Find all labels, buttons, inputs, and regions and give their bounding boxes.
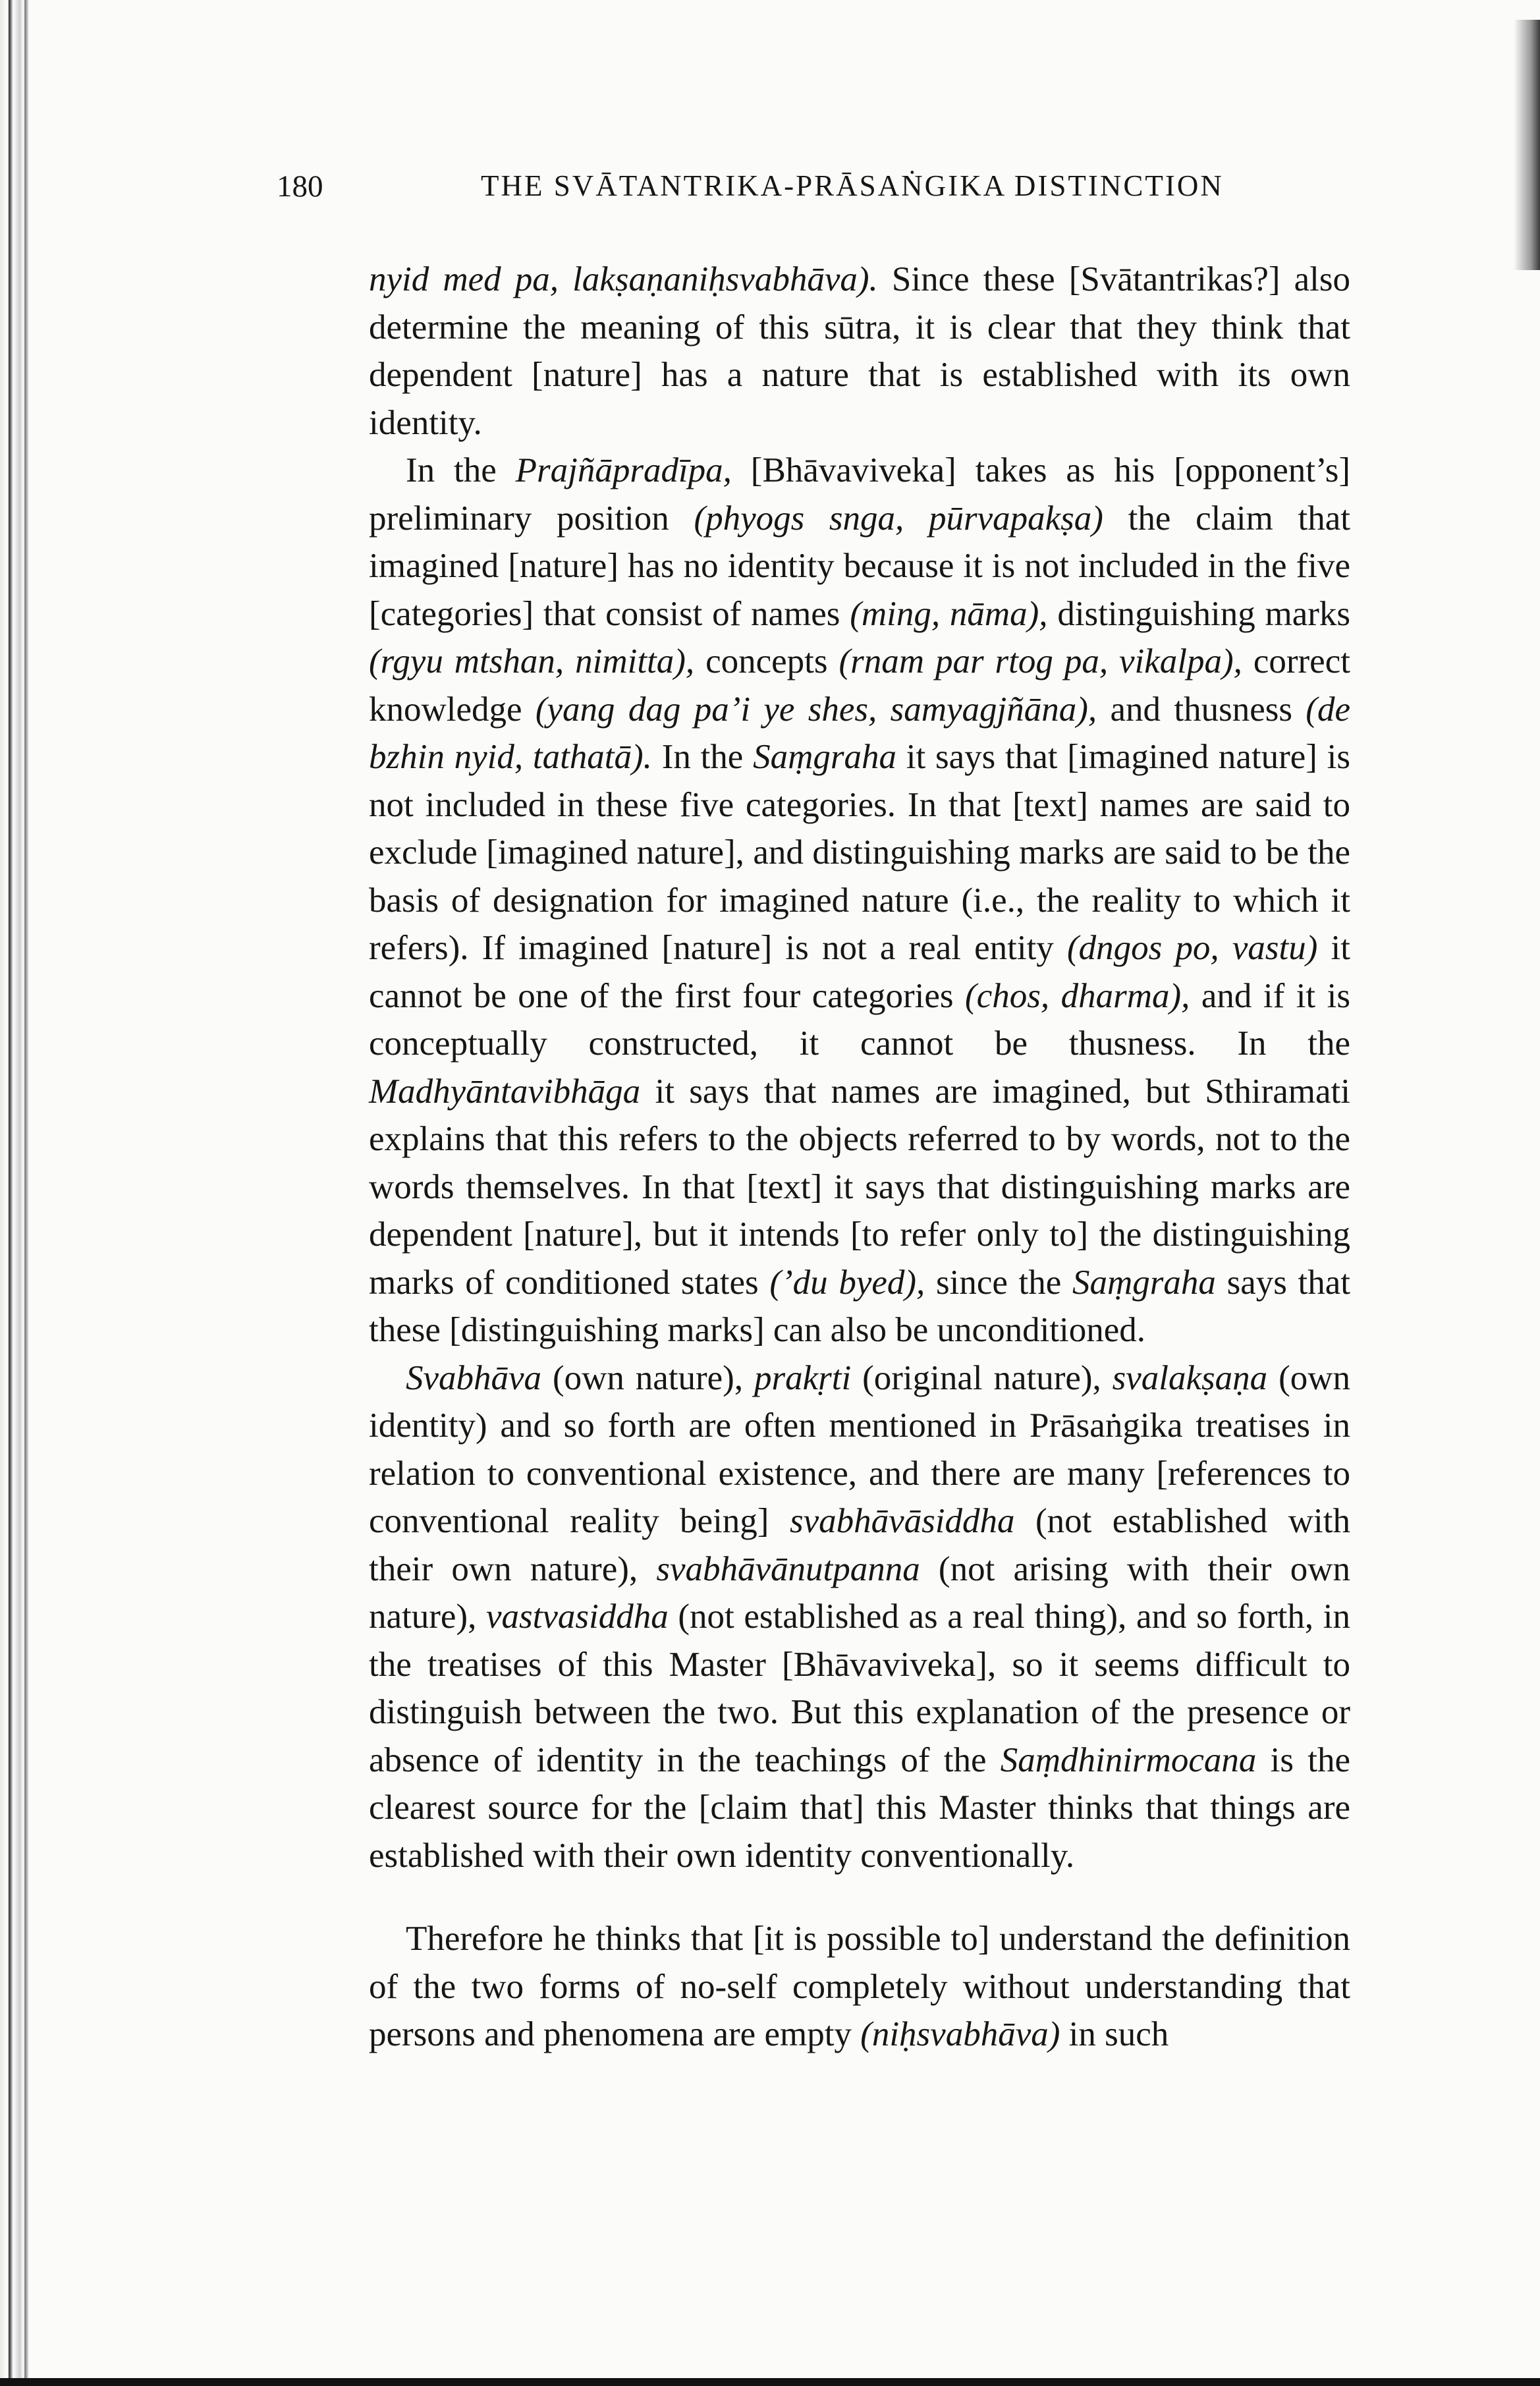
- italic-phrase: svalakṣaṇa: [1112, 1358, 1268, 1397]
- text-run: distinguishing marks: [1047, 594, 1350, 633]
- paragraph-3: [369, 1354, 1350, 1880]
- text-run: in such: [1060, 2015, 1169, 2053]
- italic-phrase: Saṃgraha: [753, 738, 896, 776]
- scan-binding-edge: [0, 0, 53, 2386]
- text-run: Since these [Svātantrikas?] also determine the meaning of this sūtra, it is clear that they think that dependent [nature] has a nature that is established with its own identity.: [369, 260, 1350, 442]
- italic-phrase: (dngos po, vastu): [1066, 929, 1318, 967]
- text-run: it says that names are imagined, but Sthiramati explains that this refers to the objects referred to by words, not to the words themselves. In that [text] it says that distinguishing marks are dependent [nature], but it intends [to refer only to] the distinguishing marks of conditioned states: [369, 1072, 1350, 1302]
- italic-phrase: svabhāvāsiddha: [789, 1502, 1015, 1540]
- italic-phrase: (rnam par rtog pa, vikalpa),: [839, 642, 1242, 680]
- paragraph-4: [369, 1915, 1350, 2059]
- scan-bottom-rule: [0, 2378, 1540, 2386]
- italic-phrase: (de bzhin nyid, tathatā).: [369, 690, 1350, 776]
- paragraph-2: [369, 447, 1350, 1354]
- italic-phrase: Saṃdhinirmocana: [1000, 1740, 1257, 1779]
- italic-phrase: svabhāvānutpanna: [656, 1549, 920, 1588]
- italic-phrase: Prajñāpradīpa,: [515, 451, 732, 489]
- text-run: since the: [925, 1263, 1072, 1302]
- text-run: (not arising with their own nature),: [369, 1549, 1350, 1636]
- text-run: concepts: [694, 642, 839, 680]
- text-run: In the: [406, 451, 516, 489]
- text-run: and if it is conceptually constructed, it cannot be thusness. In the: [369, 976, 1350, 1063]
- italic-phrase: nyid med pa, lakṣaṇaniḥsvabhāva).: [369, 260, 878, 298]
- text-run: (not established with their own nature),: [369, 1502, 1350, 1588]
- italic-phrase: (ming, nāma),: [850, 594, 1048, 633]
- running-head: THE SVĀTANTRIKA-PRĀSAṄGIKA DISTINCTION: [481, 169, 1224, 202]
- text-run: In the: [651, 738, 754, 776]
- text-run: and thusness: [1097, 690, 1306, 729]
- italic-phrase: (chos, dharma),: [965, 976, 1190, 1015]
- text-run: says that these [distinguishing marks] can also be unconditioned.: [369, 1263, 1350, 1349]
- text-run: (own identity) and so forth are often mentioned in Prāsaṅgika treatises in relation to conventional existence, and there are many [references to conventional reality being]: [369, 1358, 1350, 1540]
- paragraph-1: [369, 256, 1350, 447]
- page-number: 180: [277, 169, 323, 204]
- italic-phrase: prakṛti: [754, 1358, 852, 1397]
- text-run: (original nature),: [851, 1358, 1113, 1397]
- scan-shadow-edge: [1514, 20, 1540, 270]
- italic-phrase: (’du byed),: [769, 1263, 925, 1302]
- text-run: it says that [imagined nature] is not included in these five categories. In that [text] names are said to exclude [imagined nature], and distinguishing marks are said to be the basis of designation for imagined nature (i.e., the reality to which it refers). If imagined [nature] is not a real entity: [369, 738, 1350, 967]
- italic-phrase: (niḥsvabhāva): [860, 2015, 1060, 2053]
- text-run: is the clearest source for the [claim that] this Master thinks that things are established with their own identity conventionally.: [369, 1740, 1350, 1875]
- italic-phrase: Svabhāva: [406, 1358, 542, 1397]
- text-run: correct knowledge: [369, 642, 1350, 729]
- body-text: [369, 256, 1350, 2059]
- text-run: (own nature),: [541, 1358, 754, 1397]
- text-run: Therefore he thinks that [it is possible to] understand the definition of the two forms of no-self completely without understanding that persons and phenomena are empty: [369, 1920, 1350, 2053]
- italic-phrase: (yang dag pa’i ye shes, samyagjñāna),: [535, 690, 1097, 729]
- text-run: it cannot be one of the first four categories: [369, 929, 1350, 1015]
- italic-phrase: vastvasiddha: [485, 1597, 669, 1636]
- italic-phrase: Madhyāntavibhāga: [369, 1072, 641, 1111]
- page-header: [277, 169, 1304, 208]
- text-run: the claim that imagined [nature] has no identity because it is not included in the five [categories] that consist of names: [369, 499, 1350, 633]
- italic-phrase: (phyogs snga, pūrvapakṣa): [694, 499, 1103, 538]
- text-run: [Bhāvaviveka] takes as his [opponent’s] preliminary position: [369, 451, 1350, 538]
- text-run: (not established as a real thing), and so forth, in the treatises of this Master [Bhāvaviveka], so it seems difficult to distinguish between the two. But this explanation of the presence or absence of identity in the teachings of the: [369, 1597, 1351, 1779]
- italic-phrase: (rgyu mtshan, nimitta),: [369, 642, 695, 680]
- italic-phrase: Saṃgraha: [1072, 1263, 1216, 1302]
